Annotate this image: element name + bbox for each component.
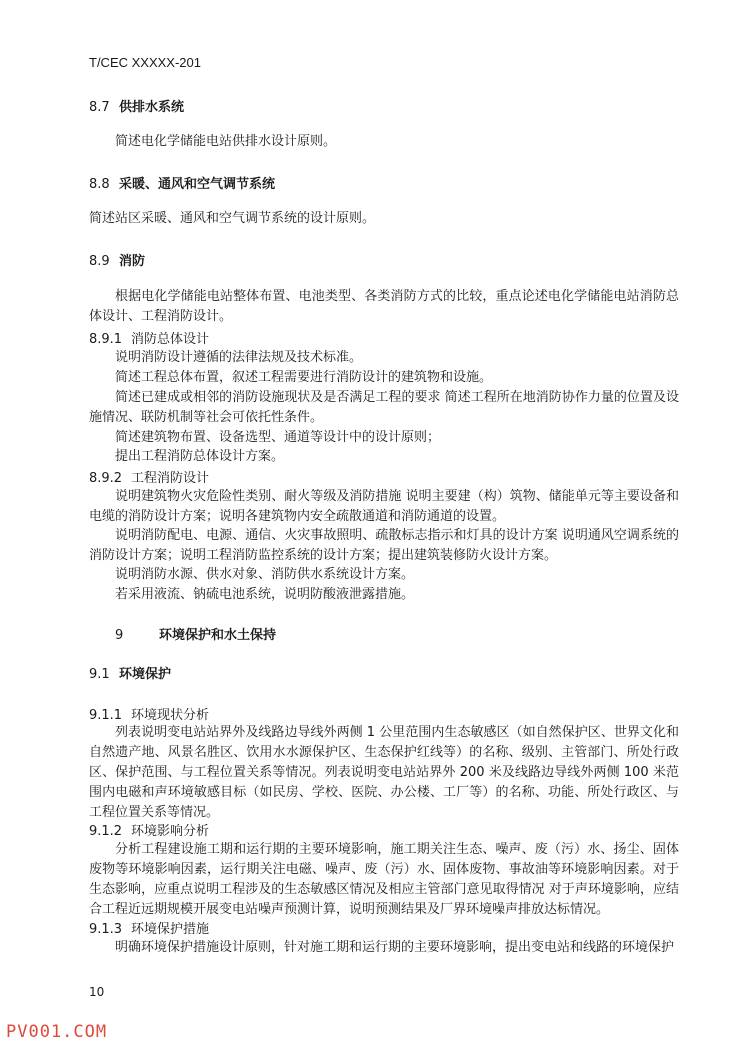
heading-8-9 xyxy=(89,250,145,269)
paragraph: 简述建筑物布置、设备选型、通道等设计中的设计原则； xyxy=(115,430,441,445)
heading-8-7 xyxy=(89,96,184,115)
paragraph: 提出工程消防总体设计方案。 xyxy=(115,449,285,464)
paragraph: 说明消防设计遵循的法律法规及技术标准。 xyxy=(115,350,363,365)
heading-8-9-1 xyxy=(89,328,209,347)
heading-title: 供排水系统 xyxy=(119,100,185,115)
paragraph: 简述已建成或相邻的消防设施现状及是否满足工程的要求 简述工程所在地消防协作力量的位置及设施情况、联防机制等社会可依托性条件。 xyxy=(89,390,679,425)
heading-number: 8.9.1 xyxy=(89,332,123,347)
heading-title: 环境影响分析 xyxy=(131,824,210,839)
heading-9-1-1 xyxy=(89,704,209,723)
heading-title: 环境保护 xyxy=(119,667,172,682)
heading-title: 环境保护措施 xyxy=(131,922,210,937)
heading-title: 环境保护和水土保持 xyxy=(159,628,277,643)
heading-9-1-2 xyxy=(89,820,209,839)
heading-title: 工程消防设计 xyxy=(131,471,210,486)
heading-9-1-3 xyxy=(89,918,209,937)
heading-number: 9.1.3 xyxy=(89,922,123,937)
heading-number: 8.9 xyxy=(89,254,110,269)
heading-number: 9.1.1 xyxy=(89,708,123,723)
heading-9 xyxy=(115,624,276,643)
paragraph: 简述站区采暖、通风和空气调节系统的设计原则。 xyxy=(89,211,376,226)
heading-number: 9.1.2 xyxy=(89,824,123,839)
heading-number: 8.7 xyxy=(89,100,110,115)
heading-title: 消防 xyxy=(119,254,146,269)
paragraph: 若采用液流、钠硫电池系统，说明防酸液泄露措施。 xyxy=(115,587,415,602)
heading-title: 采暖、通风和空气调节系统 xyxy=(119,177,276,192)
heading-number: 8.9.2 xyxy=(89,471,123,486)
paragraph: 简述工程总体布置，叙述工程需要进行消防设计的建筑物和设施。 xyxy=(115,370,493,385)
watermark-text: PV001.COM xyxy=(6,1022,108,1042)
heading-title: 环境现状分析 xyxy=(131,708,210,723)
paragraph: 说明建筑物火灾危险性类别、耐火等级及消防措施 说明主要建（构）筑物、储能单元等主要设备和电缆的消防设计方案；说明各建筑物内安全疏散通道和消防通道的设置。 xyxy=(89,489,679,524)
paragraph: 明确环境保护措施设计原则，针对施工期和运行期的主要环境影响，提出变电站和线路的环境保护 xyxy=(115,940,675,955)
paragraph: 分析工程建设施工期和运行期的主要环境影响，施工期关注生态、噪声、废（污）水、扬尘、固体废物等环境影响因素，运行期关注电磁、噪声、废（污）水、固体废物、事故油等环境影响因素。对于生态影响，应重点说明工程涉及的生态敏感区情况及相应主管部门意见取得情况 对于声环境影响，应结合工程近远期规模开展变电站噪声预测计算，说明预测结果及厂界环境噪声排放达标情况。 xyxy=(89,842,679,917)
paragraph: 根据电化学储能电站整体布置、电池类型、各类消防方式的比较，重点论述电化学储能电站消防总体设计、工程消防设计。 xyxy=(89,289,679,324)
document-code: T/CEC XXXXX-201 xyxy=(89,55,201,70)
heading-8-9-2 xyxy=(89,467,209,486)
paragraph: 说明消防配电、电源、通信、火灾事故照明、疏散标志指示和灯具的设计方案 说明通风空调系统的消防设计方案；说明工程消防监控系统的设计方案；提出建筑装修防火设计方案。 xyxy=(89,528,679,563)
heading-number: 8.8 xyxy=(89,177,110,192)
heading-8-8 xyxy=(89,173,275,192)
heading-9-1 xyxy=(89,663,171,682)
heading-number: 9.1 xyxy=(89,667,110,682)
page-number: 10 xyxy=(89,985,105,999)
paragraph: 说明消防水源、供水对象、消防供水系统设计方案。 xyxy=(115,567,415,582)
paragraph: 列表说明变电站站界外及线路边导线外两侧 1 公里范围内生态敏感区（如自然保护区、世界文化和自然遗产地、风景名胜区、饮用水水源保护区、生态保护红线等）的名称、级别、主管部门、所处行政区、保护范围、与工程位置关系等情况。列表说明变电站站界外 200 米及线路边导线外两侧 100 米范围内电磁和声环境敏感目标（如民房、学校、医院、办公楼、工厂等）的名称、功能、所处行政区、与工程位置关系等情况。 xyxy=(89,725,679,820)
heading-number: 9 xyxy=(115,628,124,643)
heading-title: 消防总体设计 xyxy=(131,332,210,347)
paragraph: 简述电化学储能电站供排水设计原则。 xyxy=(115,134,337,149)
